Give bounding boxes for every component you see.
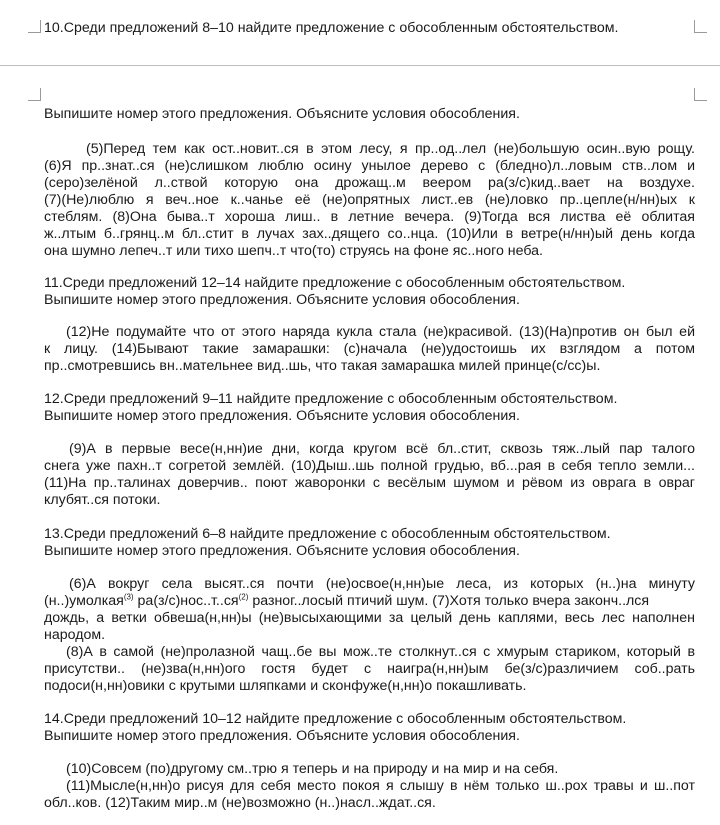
q14-instruction: Выпишите номер этого предложения. Объясните условия обособления. <box>44 728 520 744</box>
q13-text-line: (8)А в самой (не)пролазной чащ..бе вы мож..те столкнут..ся с хмурым стариком, который в <box>66 644 695 660</box>
q12-text-line: (9)А в первые весе(н,нн)ие дни, когда кругом всё бл..стит, сквозь тяж..лый пар талого <box>69 441 695 457</box>
page-corner-mark <box>694 88 707 101</box>
superscript-note: (2) <box>238 592 249 602</box>
q13-fragment: разног..лосый птичий шум. (7)Хотя только вчера законч..лся <box>248 593 650 609</box>
q12-text-line: клубят..ся потоки. <box>44 492 161 508</box>
q10-text-line: (серо)зелёной л..ствой которую она дрожащ..м веером ра(з/с)кид..вает на воздухе. <box>44 175 695 191</box>
q13-text-line: подоси(н,нн)овики с крутыми шляпками и сконфуже(н,нн)о покашливать. <box>44 678 527 694</box>
q11-text-line: пр..смотревшись вн..мательнее вид..шь, что такая замарашка милей принце(с/сс)ы. <box>44 358 601 374</box>
q12-header: 12.Среди предложений 9–11 найдите предложение с обособленным обстоятельством. <box>44 391 618 407</box>
q13-fragment: ра(з/с)нос..т..ся <box>133 593 239 609</box>
q13-text-line: (6)А вокруг села высят..ся почти (не)освое(н,нн)ые леса, из которых (н..)на минуту <box>69 576 695 592</box>
q10-text-line: ж..лтым б..грянц..м бл..стит в лучах зах..дящего со..нца. (10)Или в ветре(н/нн)ый день когда <box>44 226 695 242</box>
q10-text-line: (7)(Не)люблю я веч..ное к..чанье её (не)опрятных лист..ев (не)ловко пр..цепле(н/нн)ых к <box>44 192 695 208</box>
q11-text-line: (12)Не подумайте что от этого наряда кукла стала (не)красивой. (13)(На)против он был ей <box>66 324 695 340</box>
q12-text-line: снега уже пахн..т согретой землёй. (10)Дыш..шь полной грудью, вб...рая в себя тепло земли... <box>44 458 695 474</box>
q13-fragment: (н..)умолкая <box>44 593 124 609</box>
q10-text-line: (6)Я пр..знат..ся (не)слишком люблю осину унылое дерево с (бледно)л..ловым ств..лом и <box>44 158 695 174</box>
page-corner-mark <box>28 20 41 33</box>
q14-text-line: обл..ков. (12)Таким мир..м (не)возможно (н..)насл..ждат..ся. <box>44 795 436 811</box>
superscript-note: (3) <box>123 592 134 602</box>
q10-text-line: (5)Перед тем как ост..новит..ся в этом лесу, я пр..од..лел (не)большую осин..вую рощу. <box>86 141 695 157</box>
q13-text-line: дождь, а ветки обвеша(н,нн)ы (не)высыхающими за целый день каплями, весь лес наполнен <box>44 610 695 626</box>
q12-text-line: (11)На пр..талинах доверчив.. поют жаворонки с весёлым шумом и рёвом из оврага в овраг <box>44 475 695 491</box>
q11-header: 11.Среди предложений 12–14 найдите предложение с обособленным обстоятельством. <box>44 275 626 291</box>
q13-text-line: присутстви.. (не)зва(н,нн)ого гостя будет с наигра(н,нн)ым бе(з/с)различием соб..рать <box>44 661 695 677</box>
q13-text-line: народом. <box>44 627 106 643</box>
q10-text-line: она шумно лепеч..т или тихо шепч..т что(то) струясь на фоне яс..ного неба. <box>44 243 543 259</box>
q12-instruction: Выпишите номер этого предложения. Объясните условия обособления. <box>44 408 520 424</box>
q14-text-line: (10)Совсем (по)другому см..трю я теперь и на природу и на мир и на себя. <box>66 761 559 777</box>
q11-text-line: к лицу. (14)Бывают такие замарашки: (с)начала (не)удостоишь их взглядом а потом <box>44 341 695 357</box>
page-corner-mark <box>28 88 41 101</box>
q14-text-line: (11)Мысле(н,нн)о рисуя для себя место покоя я слышу в нём только ш..рох травы и ш..пот <box>66 778 695 794</box>
q10-header: 10.Среди предложений 8–10 найдите предложение с обособленным обстоятельством. <box>44 20 619 36</box>
q11-instruction: Выпишите номер этого предложения. Объясните условия обособления. <box>44 292 520 308</box>
q13-instruction: Выпишите номер этого предложения. Объясните условия обособления. <box>44 543 520 559</box>
q13-text-line <box>44 593 695 610</box>
q13-header: 13.Среди предложений 6–8 найдите предложение с обособленным обстоятельством. <box>44 526 611 542</box>
q10-text-line: стеблям. (8)Она быва..т хороша лиш.. в летние вечера. (9)Тогда вся листва её облитая <box>44 209 695 225</box>
q14-header: 14.Среди предложений 10–12 найдите предложение с обособленным обстоятельством. <box>44 711 627 727</box>
q10-instruction: Выпишите номер этого предложения. Объясните условия обособления. <box>44 106 520 122</box>
page-corner-mark <box>694 20 707 33</box>
